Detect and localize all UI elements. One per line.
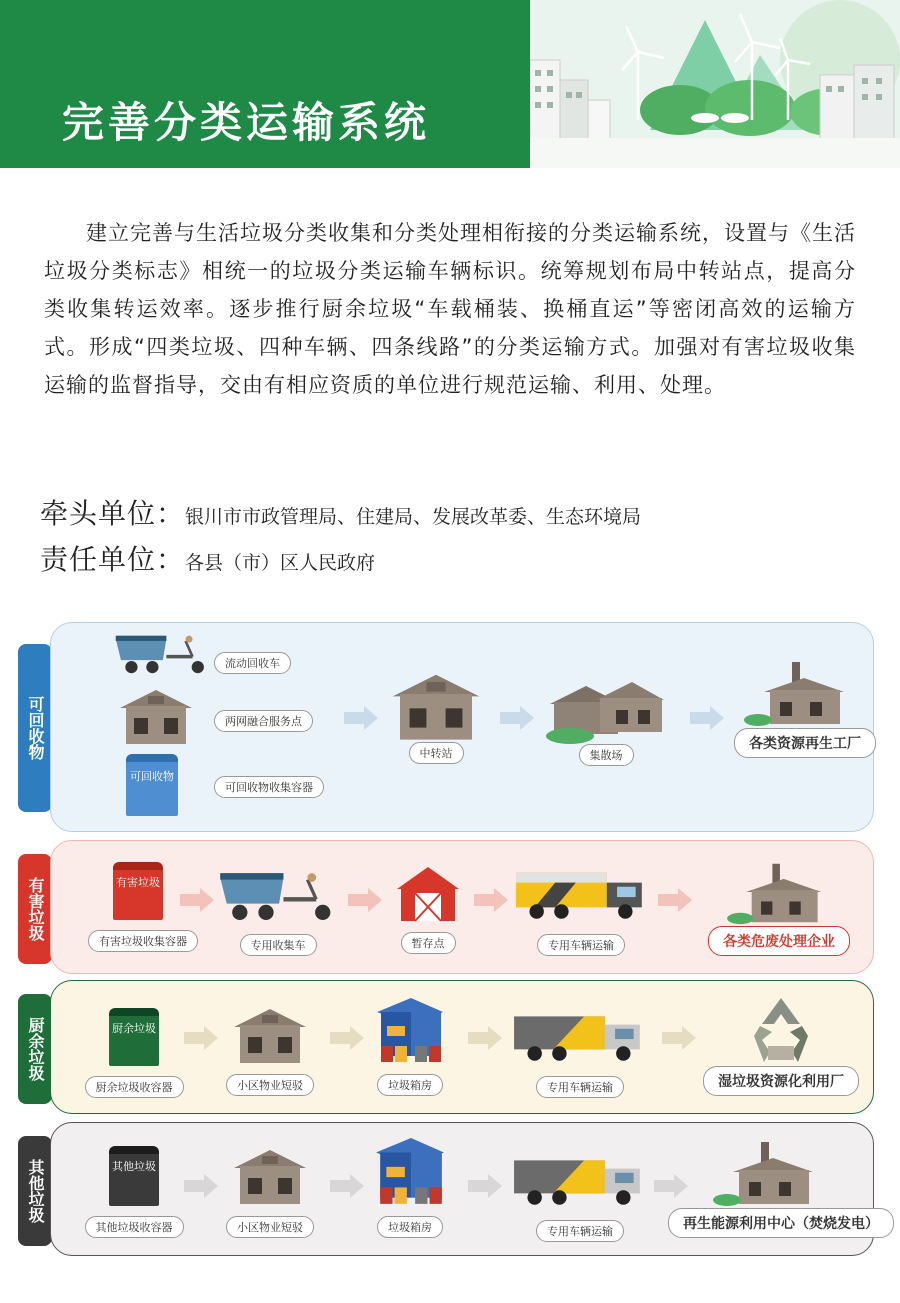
house-icon	[230, 1004, 310, 1066]
hazardous-bin	[88, 862, 188, 952]
hazardous-disposal-company	[694, 860, 864, 956]
tricycle-icon	[218, 868, 338, 924]
recyclable-tab	[18, 644, 52, 812]
recyclable-bin-body	[126, 754, 178, 816]
kitchen-step-label: 专用车辆运输	[536, 1076, 624, 1098]
flow-arrow-icon	[468, 1174, 502, 1198]
flow-arrow-icon	[348, 888, 382, 912]
flow-arrow-icon	[468, 1026, 502, 1050]
transfer-station-label: 中转站	[409, 742, 464, 764]
hazardous-collect-tricycle	[214, 868, 342, 956]
barn-icon	[393, 862, 463, 924]
energy-center	[668, 1138, 879, 1238]
flow-arrow-icon	[654, 1174, 688, 1198]
distribution-yard-label: 集散场	[579, 744, 634, 766]
transfer-station	[388, 670, 484, 764]
temporary-storage	[386, 862, 470, 954]
kitchen-bin	[82, 1008, 186, 1098]
recyclable-row	[18, 622, 880, 832]
page-title: 完善分类运输系统	[62, 98, 431, 147]
truck-icon	[514, 864, 648, 926]
flow-arrow-icon	[662, 1026, 696, 1050]
kitchen-bin-body	[109, 1008, 159, 1066]
flow-arrow-icon	[184, 1174, 218, 1198]
hazardous-step-label: 专用收集车	[240, 934, 317, 956]
hazardous-final-label: 各类危废处理企业	[708, 926, 850, 956]
other-final-label: 再生能源利用中心（焚烧发电）	[668, 1208, 894, 1238]
recyclable-tab-label: 可回收物	[26, 696, 45, 760]
flow-arrow-icon	[658, 888, 692, 912]
other-row	[18, 1122, 880, 1256]
flow-arrow-icon	[330, 1026, 364, 1050]
kitchen-step-label: 小区物业短驳	[226, 1074, 314, 1096]
distribution-yard	[544, 674, 668, 766]
kitchen-step-label: 垃圾箱房	[377, 1074, 443, 1096]
hazardous-bin-body	[113, 862, 163, 920]
other-tab	[18, 1136, 52, 1246]
kitchen-final-label: 湿垃圾资源化利用厂	[703, 1066, 859, 1096]
hazardous-step-label: 暂存点	[401, 932, 456, 954]
flow-arrow-icon	[330, 1174, 364, 1198]
service-point-label: 两网融合服务点	[214, 710, 313, 732]
warehouse-icon	[544, 674, 668, 744]
recycle-factory	[734, 658, 864, 758]
mobile-recycle-truck	[114, 632, 210, 676]
mobile-recycle-truck-label: 流动回收车	[214, 652, 291, 674]
other-step-label: 小区物业短驳	[226, 1216, 314, 1238]
flow-arrow-icon	[180, 888, 214, 912]
kitchen-step-label: 厨余垃圾收容器	[85, 1076, 184, 1098]
kitchen-special-truck	[512, 1006, 648, 1098]
kitchen-tab-label: 厨余垃圾	[26, 1017, 45, 1081]
house-icon	[230, 1144, 310, 1208]
wet-waste-plant	[698, 994, 864, 1096]
truck-icon	[512, 1006, 646, 1068]
kitchen-bin-room	[368, 996, 452, 1096]
other-bin-text: 其他垃圾	[112, 1160, 156, 1173]
lead-unit-label: 牵头单位：	[40, 497, 186, 530]
hazardous-step-label: 有害垃圾收集容器	[88, 930, 198, 952]
flow-arrow-icon	[184, 1026, 218, 1050]
flow-arrow-icon	[344, 706, 378, 730]
header-banner	[0, 0, 900, 168]
hazardous-tab	[18, 854, 52, 964]
responsible-unit-label: 责任单位：	[40, 543, 186, 576]
other-step-label: 垃圾箱房	[377, 1216, 443, 1238]
truck-icon	[512, 1150, 646, 1212]
house-icon	[388, 670, 484, 742]
intro-text	[44, 214, 856, 404]
other-bin	[82, 1146, 186, 1238]
lead-unit	[40, 492, 641, 532]
other-step-label: 专用车辆运输	[536, 1220, 624, 1242]
other-bin-room	[368, 1136, 452, 1238]
recyclable-bin	[126, 754, 182, 818]
other-special-truck	[512, 1150, 648, 1242]
factory-icon	[714, 860, 844, 926]
recyclable-bin-text: 可回收物	[130, 770, 174, 783]
recyclable-bin-label: 可回收物收集容器	[214, 776, 324, 798]
hazardous-row	[18, 840, 880, 974]
bin-room-icon	[374, 1136, 446, 1208]
flow-arrow-icon	[500, 706, 534, 730]
kitchen-row	[18, 980, 880, 1114]
recycle-symbol-icon	[738, 994, 824, 1066]
factory-icon	[713, 1138, 823, 1208]
hazardous-tab-label: 有害垃圾	[26, 877, 45, 941]
other-bin-body	[109, 1146, 159, 1206]
other-short-haul	[218, 1144, 322, 1238]
bin-room-icon	[375, 996, 445, 1066]
hazardous-special-truck	[514, 864, 648, 956]
kitchen-bin-text: 厨余垃圾	[112, 1022, 156, 1035]
factory-icon	[744, 658, 854, 728]
flow-arrow-icon	[690, 706, 724, 730]
other-step-label: 其他垃圾收容器	[85, 1216, 184, 1238]
recycle-factory-label: 各类资源再生工厂	[734, 728, 876, 758]
other-tab-label: 其他垃圾	[26, 1159, 45, 1223]
tricycle-icon	[114, 632, 210, 676]
house-icon	[116, 686, 196, 746]
hazardous-bin-text: 有害垃圾	[116, 876, 160, 889]
city-windmill-illustration	[530, 0, 900, 168]
intro-paragraph: 建立完善与生活垃圾分类收集和分类处理相衔接的分类运输系统，设置与《生活垃圾分类标志》相统一的垃圾分类运输车辆标识。统筹规划布局中转站点，提高分类收集转运效率。逐步推行厨余垃圾“车载桶装、换桶直运”等密闭高效的运输方式。形成“四类垃圾、四种车辆、四条线路”的分类运输方式。加强对有害垃圾收集运输的监督指导，交由有相应资质的单位进行规范运输、利用、处理。	[44, 221, 856, 397]
flow-arrow-icon	[474, 888, 508, 912]
hazardous-step-label: 专用车辆运输	[537, 934, 625, 956]
lead-unit-value: 银川市市政管理局、住建局、发展改革委、生态环境局	[185, 506, 642, 528]
responsible-unit	[40, 538, 375, 578]
service-point	[116, 686, 196, 746]
kitchen-short-haul	[218, 1004, 322, 1096]
responsible-unit-value: 各县（市）区人民政府	[185, 552, 376, 574]
kitchen-tab	[18, 994, 52, 1104]
